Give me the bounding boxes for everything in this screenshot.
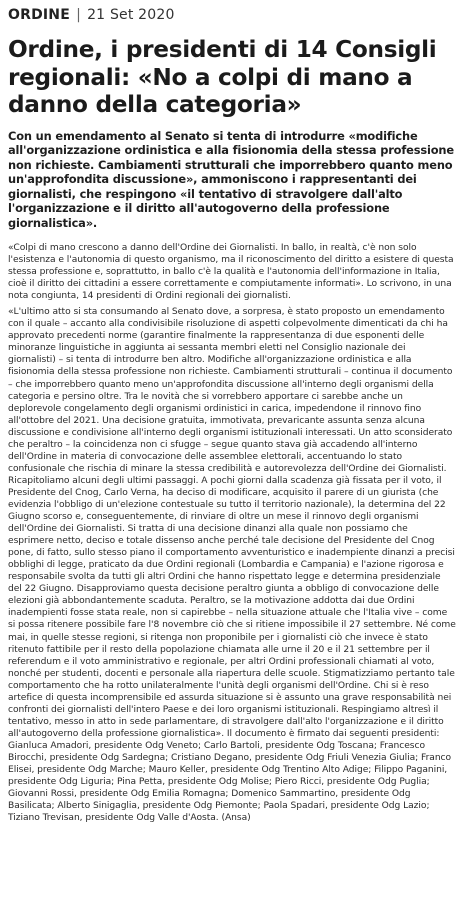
article-headline: Ordine, i presidenti di 14 Consigli regionali: «No a colpi di mano a danno della categoria» — [8, 36, 437, 118]
body-paragraph: «L'ultimo atto si sta consumando al Senato dove, a sorpresa, è stato proposto un emendamento con il quale – accanto alla condivisibile risoluzione di aspetti colpevolmente dimenticati da chi ha approvato precedenti norme (garantire finalmente la rappresentanza di due esponenti delle minoranze linguistiche in aggiunta ai sessanta membri eletti nel Consiglio nazionale dei giornalisti) – si tenta di introdurre ben altro. Modifiche all'organizzazione ordinistica e alla fisionomia della stessa professione non richieste. Cambiamenti strutturali – continua il documento – che imporrebbero quanto meno un'approfondita discussione all'interno degli organismi della categoria e persino oltre. Tra le novità che si vorrebbero apportare ci sarebbe anche un deplorevole congelamento degli organismi ordinistici in carica, impedendone il rinnovo fino all'ottobre del 2021. Una decisione gratuita, immotivata, prevaricante assunta senza alcuna discussione e condivisione all'interno degli organismi istituzionali interessati. Un atto sconsiderato che peraltro – la coincidenza non ci sfugge – segue quanto stava già accadendo all'interno dell'Ordine in materia di convocazione delle assemblee elettorali, accentuando lo stato confusionale che rischia di minare la stessa credibilità e autorevolezza dell'Ordine dei Giornalisti. Ricapitoliamo alcuni degli ultimi passaggi. A pochi giorni dalla scadenza già fissata per il voto, il Presidente del Cnog, Carlo Verna, ha deciso di modificare, acquisito il parere di un giurista (che evidenzia l'obbligo di un'elezione contestuale su tutto il territorio nazionale), la determina del 22 Giugno scorso e, conseguentemente, di rinviare di oltre un mese il rinnovo degli organismi dell'Ordine dei Giornalisti. Si tratta di una decisione dinanzi alla quale non possiamo che esprimere netto, deciso e totale dissenso anche perché tale decisione del Presidente del Cnog pone, di fatto, sullo stesso piano il comportamento avventuristico e inadempiente dinanzi a precisi obblighi di legge, praticato da due Ordini regionali (Lombardia e Campania) e l'azione rigorosa e responsabile svolta da tutti gli altri Ordini che hanno rispettato legge e determina presidenziale del 22 Giugno. Disapproviamo questa decisione peraltro giunta a obbligo di convocazione delle elezioni già abbondantemente scaduta. Peraltro, se la motivazione addotta dai due Ordini inadempienti fosse stata reale, non si capirebbe – nella situazione attuale che l'Italia vive – come si possa ritenere possibile fare l'8 novembre ciò che si ritiene impossibile il 27 settembre. Né come mai, in quelle stesse regioni, si ritenga non proponibile per i giornalisti ciò che invece è stato ritenuto fattibile per il resto della popolazione chiamata alle urne il 20 e il 21 settembre per il referendum e il voto amministrativo e regionale, per altri Ordini professionali chiamati al voto, nonché per studenti, docenti e personale alla riapertura delle scuole. Stigmatizziamo pertanto tale comportamento che ha rotto unilateralmente l'unità degli organismi dell'Ordine. Chi si è reso artefice di questa incomprensibile ed assurda situazione si è assunto una grave responsabilità nei confronti dei giornalisti dell'intero Paese e dei loro organismi istituzionali. Respingiamo altresì il tentativo, messo in atto in sede parlamentare, di stravolgere dall'alto l'organizzazione e il diritto all'autogoverno della professione giornalistica». Il documento è firmato dai seguenti presidenti: Gianluca Amadori, presidente Odg Veneto; Carlo Bartoli, presidente Odg Toscana; Francesco Birocchi, presidente Odg Sardegna; Cristiano Degano, presidente Odg Friuli Venezia Giulia; Franco Elisei, presidente Odg Marche; Mauro Keller, presidente Odg Trentino Alto Adige; Filippo Paganini, presidente Odg Liguria; Pina Petta, presidente Odg Molise; Piero Ricci, presidente Odg Puglia; Giovanni Rossi, presidente Odg Emilia Romagna; Domenico Sammartino, presidente Odg Basilicata; Alberto Sinigaglia, presidente Odg Piemonte; Paola Spadari, presidente Odg Lazio; Tiziano Trevisan, presidente Odg Valle d'Aosta. (Ansa) — [8, 307, 456, 824]
article-body — [8, 242, 456, 824]
dateline-separator: | — [76, 7, 81, 23]
article-dateline — [8, 7, 456, 23]
publish-date: 21 Set 2020 — [87, 7, 175, 23]
body-paragraph: «Colpi di mano crescono a danno dell'Ordine dei Giornalisti. In ballo, in realtà, c'è non solo l'esistenza e l'autonomia di questo organismo, ma il riconoscimento del diritto a esistere di questa stessa professione e, soprattutto, in ballo c'è la qualità e l'autonomia dell'informazione in Italia, cioè il diritto dei cittadini a essere correttamente e compiutamente informati». Lo scrivono, in una nota congiunta, 14 presidenti di Ordini regionali dei giornalisti. — [8, 243, 454, 302]
article-summary: Con un emendamento al Senato si tenta di introdurre «modifiche all'organizzazione ordinistica e alla fisionomia della stessa professione non richieste. Cambiamenti strutturali che imporrebbero quanto meno un'approfondita discussione», ammoniscono i rappresentanti dei giornalisti, che respingono «il tentativo di stravolgere dall'alto l'organizzazione e il diritto all'autogoverno della professione giornalistica». — [8, 128, 454, 230]
article-page — [0, 7, 470, 915]
section-label[interactable]: ORDINE — [8, 7, 70, 23]
